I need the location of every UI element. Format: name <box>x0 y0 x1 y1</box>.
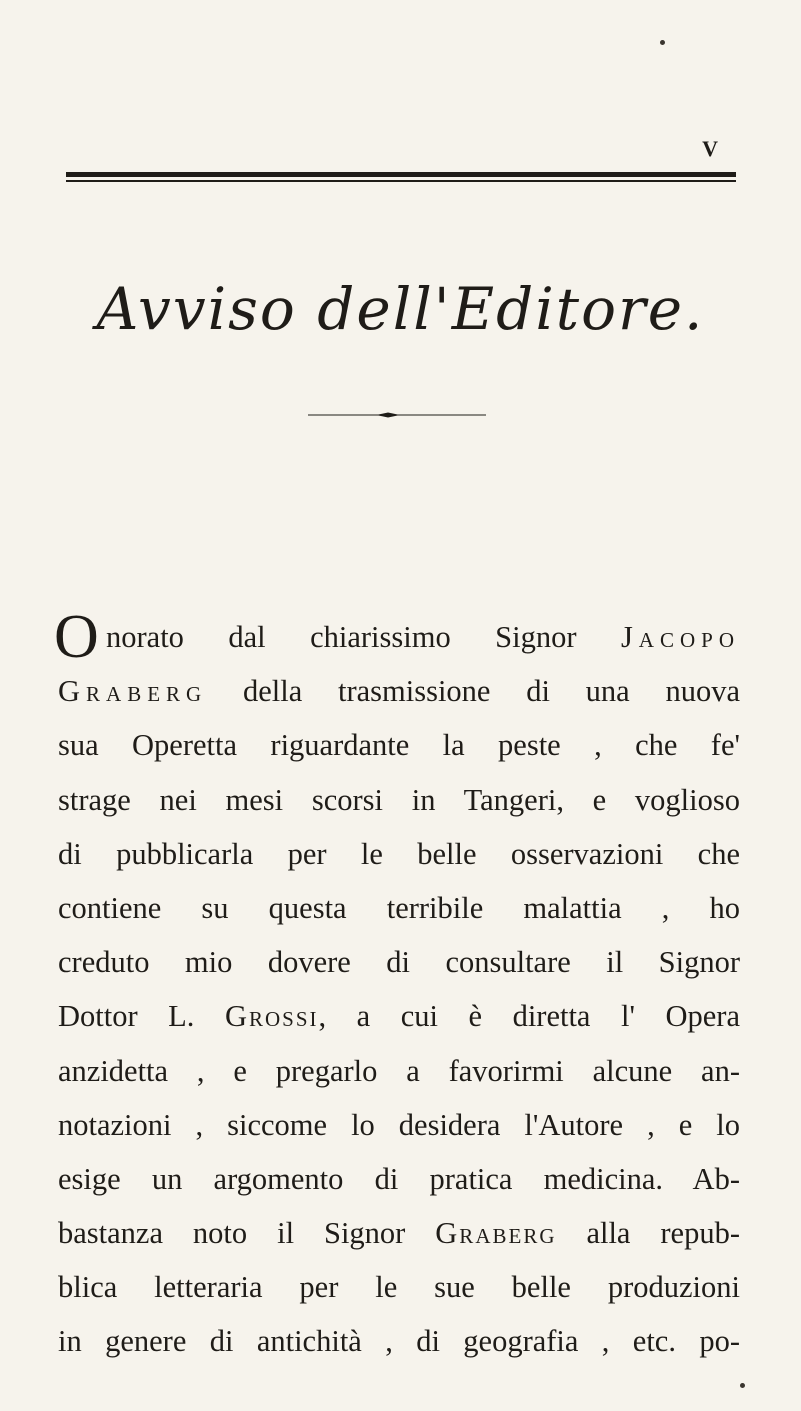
text-run: strage nei mesi scorsi in Tangeri, e voglioso <box>58 782 740 817</box>
text-run: bastanza noto il Signor <box>58 1216 436 1251</box>
text-line <box>58 989 740 1043</box>
text-line <box>58 773 740 827</box>
text-run: norato dal chiarissimo Signor <box>106 620 621 654</box>
text-line <box>58 718 740 772</box>
text-run: creduto mio dovere di consultare il Signor <box>58 945 740 980</box>
text-line <box>58 1260 740 1314</box>
text-line <box>58 935 740 989</box>
text-run: della trasmissione di una nuova <box>207 674 740 709</box>
paper-speck <box>740 1383 745 1388</box>
text-run: contiene su questa terribile malattia , ho <box>58 890 740 925</box>
text-run: esige un argomento di pratica medicina. Ab- <box>58 1161 740 1196</box>
text-run: alla repub- <box>556 1216 741 1251</box>
header-rule-thick <box>66 172 736 177</box>
text-line <box>58 1152 740 1206</box>
text-line <box>58 1044 740 1098</box>
paper-speck <box>660 40 665 45</box>
text-run: di pubblicarla per le belle osservazioni che <box>58 836 740 871</box>
text-run: blica letteraria per le sue belle produzioni <box>58 1270 740 1305</box>
text-line <box>58 881 740 935</box>
text-line <box>58 1314 740 1368</box>
drop-cap: O <box>54 603 99 671</box>
body-paragraph <box>54 603 741 1369</box>
text-run: Dottor L. <box>58 999 225 1034</box>
text-run: in genere di antichità , di geografia , etc. po- <box>58 1324 740 1359</box>
text-line <box>58 1206 740 1260</box>
text-run: notazioni , siccome lo desidera l'Autore , e lo <box>58 1107 740 1142</box>
text-run: sua Operetta riguardante la peste , che fe' <box>58 728 740 763</box>
section-heading: Avviso dell'Editore. <box>96 275 705 343</box>
text-line <box>58 827 740 881</box>
text-run: anzidetta , e pregarlo a favorirmi alcune an- <box>58 1053 740 1088</box>
text-line <box>54 603 740 671</box>
header-rule-thin <box>66 180 736 182</box>
name-small-caps: Jacopo <box>620 620 740 654</box>
text-line <box>58 664 740 718</box>
ornament-divider <box>308 412 486 418</box>
text-run: , a cui è diretta l' Opera <box>318 999 740 1034</box>
name-small-caps: Grossi <box>224 999 319 1034</box>
name-small-caps: Graberg <box>58 674 208 709</box>
name-small-caps: Graberg <box>435 1216 557 1251</box>
page-number: V <box>702 136 719 161</box>
text-line <box>58 1098 740 1152</box>
